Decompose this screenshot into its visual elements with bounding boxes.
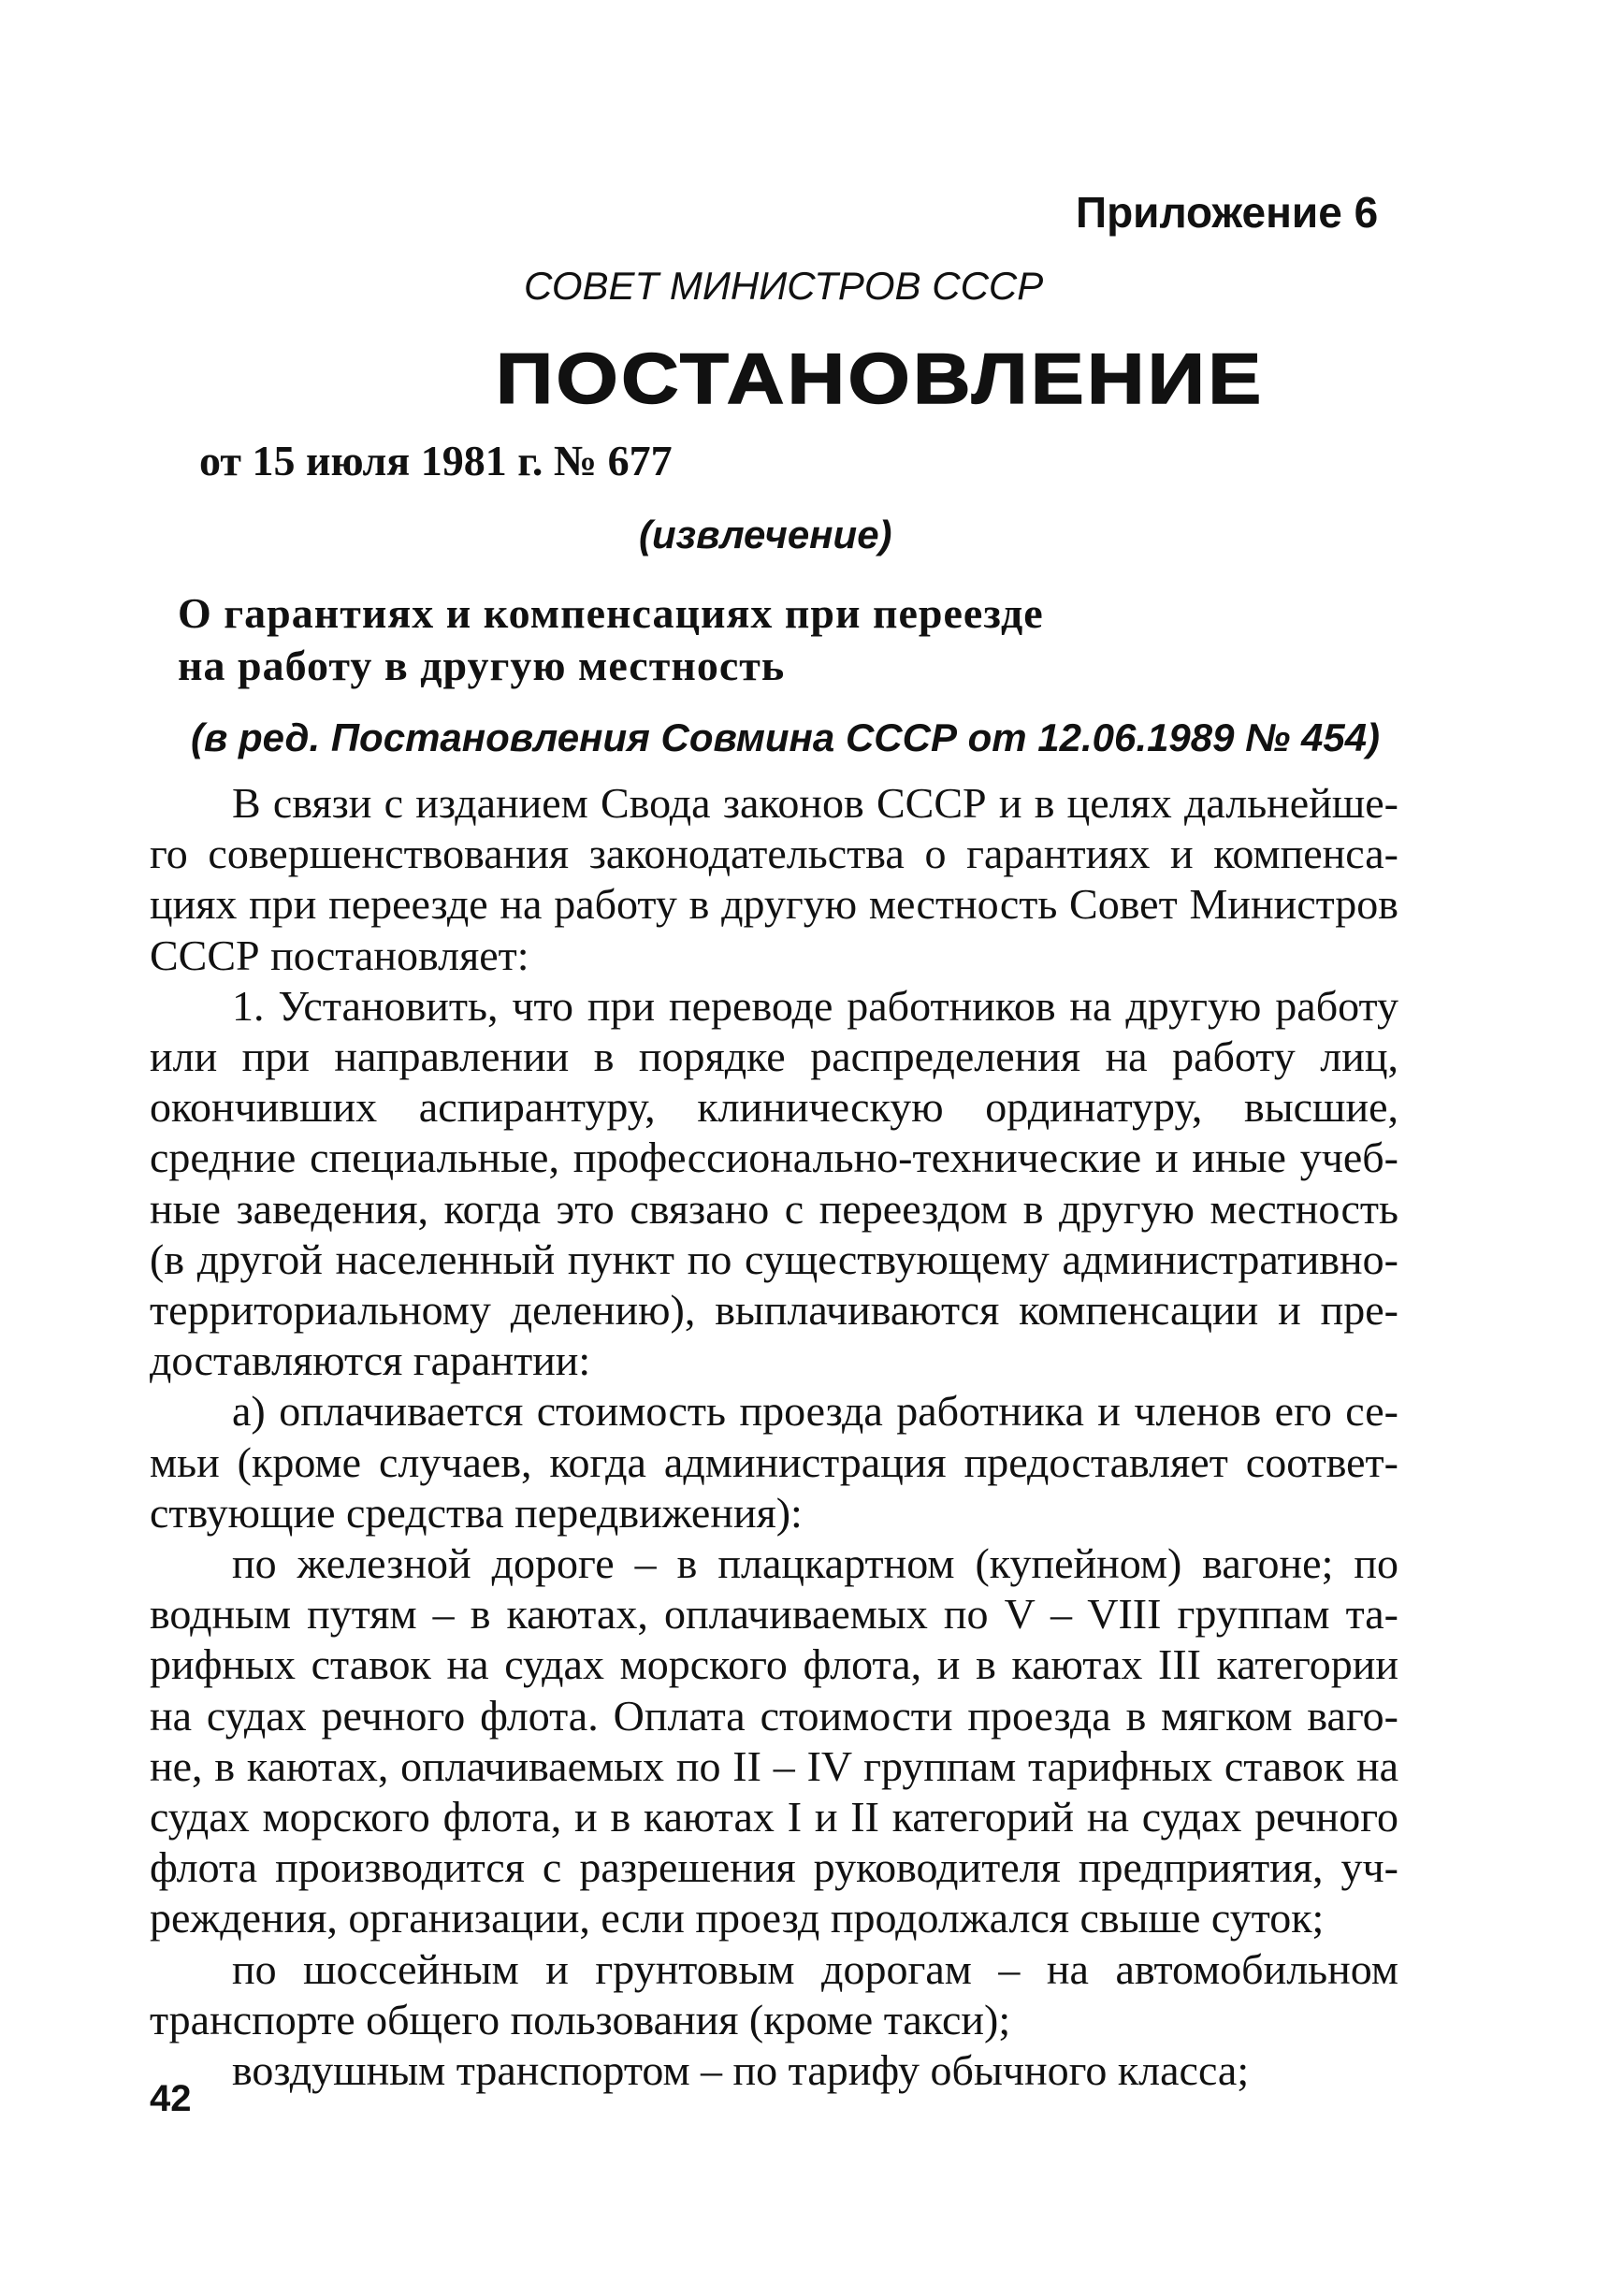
document-title: [178, 587, 1044, 692]
issuer-heading: СОВЕТ МИНИСТРОВ СССР: [524, 264, 1044, 308]
document-title-line-2: на работу в другую местность: [178, 642, 786, 689]
paragraph-air: воздушным транспортом – по тарифу обычного класса;: [232, 2046, 1250, 2095]
document-type-heading: ПОСТАНОВЛЕНИЕ: [496, 339, 1265, 419]
paragraph-road: по шоссейным и грунтовым дорогам – на автомобильном транспорте общего пользования (кроме такси);: [150, 1944, 1398, 2043]
extract-note: (извлечение): [639, 513, 892, 556]
paragraph-railway-water: по железной дороге – в плацкартном (купейном) вагоне; по водным путям – в каютах, оплачиваемых по V – VIII группам тарифных ставок на судах морского флота, и в каютах III категории на судах речного флота. Оплата стоимости проезда в мягком вагоне, в каютах, оплачиваемых по II – IV группам тарифных ставок на судах морского флота, и в каютах I и II категорий на судах речного флота производится с разрешения руководителя предприятия, учреждения, организации, если проезд продолжался свыше суток;: [150, 1539, 1398, 1942]
paragraph-subclause-a: а) оплачивается стоимость проезда работника и членов его семьи (кроме случаев, когда администрация предоставляет соответствующие средства передвижения):: [150, 1387, 1398, 1537]
document-title-line-1: О гарантиях и компенсациях при переезде: [178, 589, 1044, 637]
date-number-line: от 15 июля 1981 г. № 677: [199, 437, 673, 484]
edition-note: (в ред. Постановления Совмина СССР от 12.06.1989 № 454): [191, 715, 1381, 759]
appendix-label: Приложение 6: [1076, 188, 1379, 237]
page-number: 42: [150, 2078, 192, 2119]
paragraph-preamble: В связи с изданием Свода законов СССР и в целях дальнейшего совершенствования законодательства о гарантиях и компенсациях при переезде на работу в другую местность Совет Министров СССР постановляет:: [150, 779, 1398, 979]
body-text: [150, 778, 1398, 2096]
paragraph-clause-1: 1. Установить, что при переводе работников на другую работу или при направлении в порядке распределения на работу лиц, окончивших аспирантуру, клиническую ординатуру, высшие, средние специальные, профессионально-технические и иные учебные заведения, когда это связано с переездом в другую местность (в другой населенный пункт по существующему административно-территориальному делению), выплачиваются компенсации и предоставляются гарантии:: [150, 981, 1398, 1385]
